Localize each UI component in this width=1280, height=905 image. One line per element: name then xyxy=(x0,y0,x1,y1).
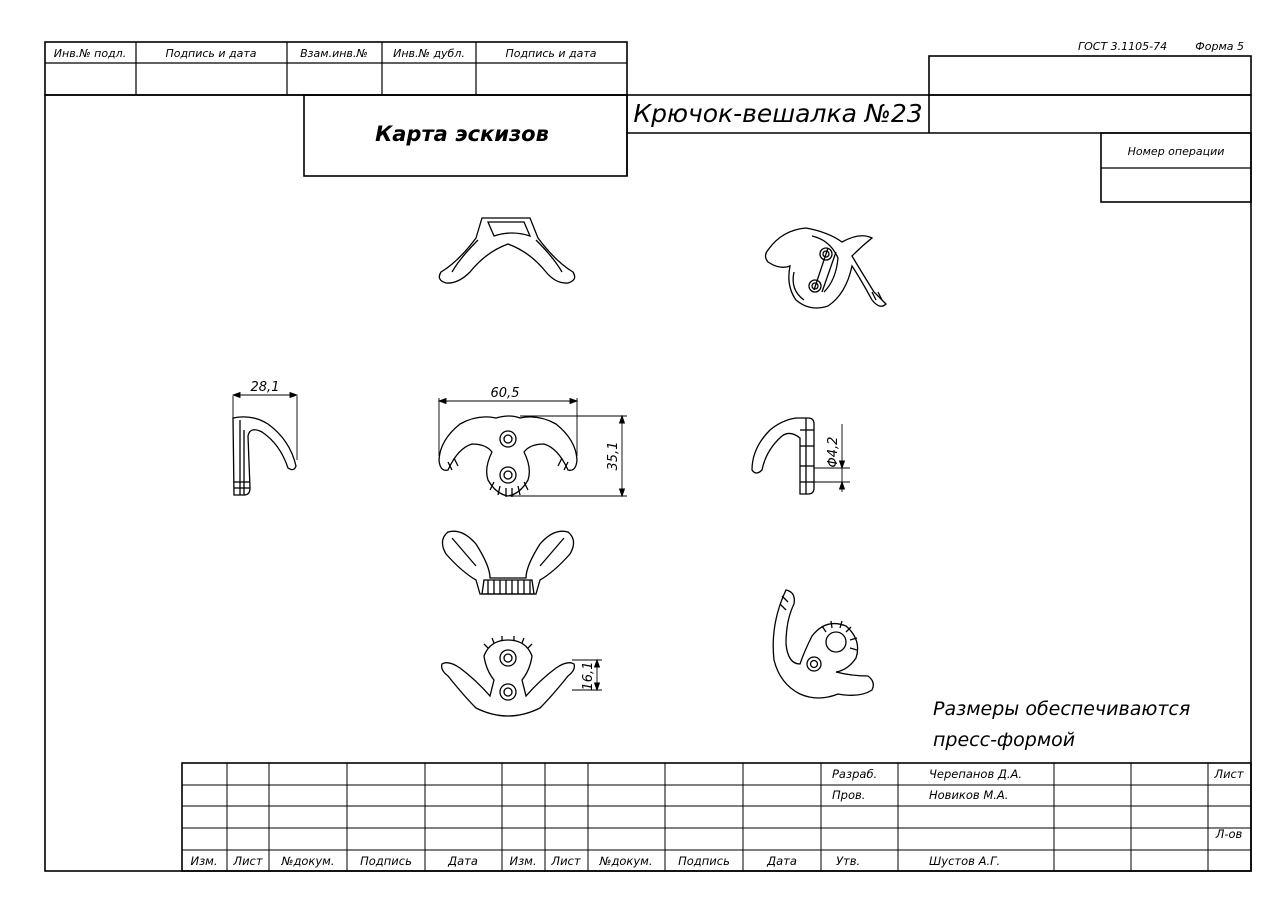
note-line-1: Размеры обеспечиваются xyxy=(933,698,1191,720)
title-block-signers xyxy=(832,767,1022,868)
name-checker: Новиков М.А. xyxy=(929,788,1009,802)
archive-label-inv-dubl: Инв.№ дубл. xyxy=(393,47,465,60)
col-label-dokum-1: №докум. xyxy=(281,854,335,868)
view-front xyxy=(439,416,577,497)
role-checker: Пров. xyxy=(832,788,866,802)
sheet-label: Лист xyxy=(1214,767,1244,781)
sheet-frame xyxy=(45,95,1251,871)
role-approver: Утв. xyxy=(836,854,861,868)
col-label-list-2: Лист xyxy=(551,854,581,868)
view-top-arc xyxy=(439,218,574,283)
dim-rear-offset-label: 16,1 xyxy=(581,661,596,691)
view-front-lower xyxy=(442,531,573,594)
dim-side-width xyxy=(233,393,297,461)
gost-standard: ГОСТ 3.1105-74 xyxy=(1078,40,1168,53)
col-label-izm-2: Изм. xyxy=(509,854,537,868)
view-iso-front xyxy=(773,590,873,698)
doc-type-title: Карта эскизов xyxy=(375,122,549,146)
col-label-list-1: Лист xyxy=(233,854,263,868)
name-developer: Черепанов Д.А. xyxy=(929,767,1023,781)
col-label-izm-1: Изм. xyxy=(190,854,218,868)
col-label-podpis-2: Подпись xyxy=(678,854,730,868)
col-label-podpis-1: Подпись xyxy=(360,854,412,868)
name-approver: Шустов А.Г. xyxy=(929,854,1001,868)
archive-label-sign-date-2: Подпись и дата xyxy=(505,47,597,60)
archive-labels xyxy=(54,47,597,60)
sheets-count-label: Л-ов xyxy=(1215,827,1243,841)
dim-side-width-label: 28,1 xyxy=(250,380,280,395)
view-iso-back xyxy=(766,228,887,308)
header-right-block xyxy=(627,56,1251,202)
view-side-right xyxy=(752,418,814,494)
dim-front-width-label: 60,5 xyxy=(490,386,520,401)
view-rear xyxy=(442,636,575,716)
archive-label-sign-date-1: Подпись и дата xyxy=(165,47,257,60)
dim-front-height-label: 35,1 xyxy=(606,441,621,471)
archive-label-vzam-inv: Взам.инв.№ xyxy=(300,47,368,60)
operation-number-label: Номер операции xyxy=(1127,145,1225,158)
note-line-2: пресс-формой xyxy=(933,729,1076,751)
col-label-dokum-2: №докум. xyxy=(599,854,653,868)
dim-hole-diameter-label: Φ4,2 xyxy=(826,436,841,468)
role-developer: Разраб. xyxy=(832,767,878,781)
archive-label-inv-podl: Инв.№ подл. xyxy=(53,47,127,60)
part-name: Крючок-вешалка №23 xyxy=(633,99,923,128)
col-label-data-2: Дата xyxy=(767,854,797,868)
view-side-left xyxy=(233,417,296,495)
form-number: Форма 5 xyxy=(1195,40,1244,53)
title-block-col-labels xyxy=(190,854,796,868)
col-label-data-1: Дата xyxy=(448,854,478,868)
